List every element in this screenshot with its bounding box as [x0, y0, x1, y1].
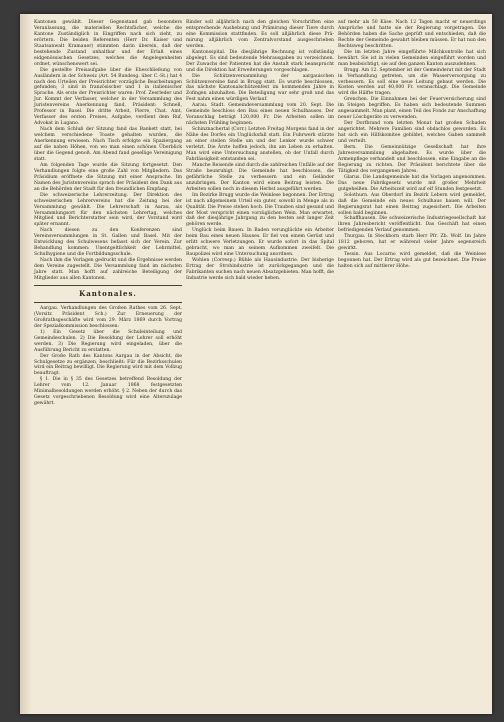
section-heading: Kantonales. [79, 288, 137, 298]
column-right [338, 20, 486, 270]
section-divider [34, 285, 182, 286]
paragraph: Kantonsspital. Die diesjährige Rechnung ist vollständig abgelegt. Es sind bedeutende Mehrausgaben zu verzeichnen. Der Zuwachs der Patienten hat die Anstalt stark beansprucht und die Direktion hat Erweiterungen vorgeschlagen. [186, 49, 334, 73]
paragraph: Kantonen gewählt. Dieser Gegenstand gab besonders Veranlassung, die materiellen Rechtsfächer, welche die Kantone Zuständiglich in Eingriffen nach sich zieht, zu erörtern. Die beiden Referenten (Herr Dr. Kaiser und Staatsanwalt Kramauer) stimmten darin überein, daß der bestehende Zustand unhaltbar und der Erlaß eines eidgenössischen Gesetzes, welches die Angelegenheiten ordnet, wünschenswert sei. [34, 20, 182, 67]
column-middle [186, 20, 334, 282]
paragraph: § 1. Die in § 35 des Gesetzes betreffend Besoldung der Lehrer vom 12. Januar 1868 festgesetzten Minimalbesoldungen werden erhöht. § 2. Neben der durch das Gesetz vorgeschriebenen Besoldung wird eine Alterszulage gewährt. [34, 377, 182, 407]
paragraph: 1) Ein Gesetz über die Schuleinteilung und Gemeindeschulen. 2) Die Besoldung der Lehrer soll erhöht werden. 3) Die Regierung wird eingeladen, über die Ausführung Bericht zu erstatten. [34, 329, 182, 353]
paragraph: Schaffhausen. Die schweizerische Industriegesellschaft hat ihren Jahresbericht veröffentlicht. Das Geschäft hat einen befriedigenden Verlauf genommen. [338, 216, 486, 234]
paragraph: Solothurn. Aus Oberdorf im Bezirk Lebern wird gemeldet, daß die Gemeinde ein neues Schulhaus bauen will. Der Regierungsrat hat einen Beitrag zugesichert. Die Arbeiten sollen bald beginnen. [338, 192, 486, 216]
paragraph: auf mehr als 50 Käse. Nach 12 Tagen macht er neuerdings Ansprüche und hatte sie der Regierung vorgetragen. Die Behörden haben die Sache geprüft und entschieden, daß die Rechte der Gemeinde gewahrt bleiben müssen. Er hat nun den Rechtsweg beschritten. [338, 20, 486, 49]
paragraph: Tessin. Aus Locarno wird gemeldet, daß die Weinlese begonnen hat. Der Ertrag wird als gut bezeichnet. Die Preise halten sich auf mittlerer Höhe. [338, 252, 486, 270]
paragraph: Aargau. Verhandlungen des Großen Rathes vom 26. Sept. (Vorsitz Präsident Sch.) Zur Erneuerung der Großrathsgeschäfte wird vom 29. März 1869 durch Vortrag der Spezialkommission beschlossen: [34, 305, 182, 329]
paragraph: Grenchen. Die Einnahmen bei der Feuerversicherung sind im Steigen begriffen. Es haben sich bedeutende Summen angesammelt. Man plant, einen Teil des Fonds zur Anschaffung neuer Löschgeräte zu verwenden. [338, 97, 486, 121]
paragraph: Die Schützenversammlung der aargauischen Schützenvereine fand in Brugg statt. Es wurde beschlossen, das nächste Kantonalschützenfest im kommenden Jahre in Zofingen abzuhalten. Die Beteiligung war sehr groß und das Fest nahm einen würdigen Verlauf. [186, 73, 334, 103]
paragraph: Wohlen (Corresp.) Bühle als Hausindustrie. Der bisherige Ertrag der Strohindustrie ist zurückgegangen und die Fabrikanten suchen nach neuen Absatzgebieten. Man hofft, die Industrie werde sich bald wieder heben. [186, 258, 334, 281]
paragraph: Am folgenden Tage wurde die Sitzung fortgesetzt. Den Verhandlungen folgte eine große Zahl von Mitgliedern. Das Präsidium eröffnete die Sitzung mit einer Ansprache. Im Namen des Juristenvereins sprach der Präsident den Dank aus an die Behörden der Stadt für den freundlichen Empfang. [34, 162, 182, 192]
paragraph: Nach dem Schluß der Sitzung fand das Bankett statt, bei welchem verschiedene Toaste gehalten wurden, die Anerkennung erwiesen. Nach Tisch erfolgte ein Spaziergang auf die nahen Höhen, von wo man einen schönen Überblick über die Gegend genoß. Am Abend fand gesellige Vereinigung statt. [34, 127, 182, 162]
page-gutter [20, 14, 32, 714]
paragraph: Die gestellte Preisaufgabe über die Eheschließung von Ausländern in der Schweiz (Art. 54 Bundesg. über C.-St.) hat 4 nach den Urteilen der Preisrichter vorzügliche Bearbeitungen gefunden; 3 sind in französischer und 1 in italienischer Sprache. Als erste der Preisrichter waren: Prof. Zeerleder und Jur. Kommt der Verfasser, welcher in der Versammlung des Juristenvereins Anerkennung fand, Präsident: Schnell, Professor in Basel. Die dritte Arbeit, Pierre, Chat. Amt, Verfasser des ersten Preises, Aufgabe, verdient dem Ruf, Advokat in Lugano. [34, 67, 182, 127]
paragraph: Der Große Rath des Kantons Aargau in der Absicht, die Schulgesetze zu ergänzen, beschließt: Für die Bezirksschulen wird ein Beitrag bewilligt. Die Regierung wird mit dem Vollzug beauftragt. [34, 353, 182, 377]
section-divider [34, 302, 182, 303]
paragraph: Der Dorfbrand vom letzten Monat hat großen Schaden angerichtet. Mehrere Familien sind obdachlos geworden. Es hat sich ein Hilfskomitee gebildet, welches Gaben sammelt und verteilt. [338, 121, 486, 145]
paragraph: Die im letzten Jahre eingeführte Milchkontrolle hat sich bewährt. Sie ist in vielen Gemeinden eingeführt worden und man beabsichtigt, sie auf den ganzen Kanton auszudehnen. [338, 49, 486, 67]
paragraph: Unglück beim Bauen. In Baden verunglückte ein Arbeiter beim Bau eines neuen Hauses. Er fiel von einem Gerüst und erlitt schwere Verletzungen. Er wurde sofort in das Spital gebracht, wo man an seinem Aufkommen zweifelt. Die Baupolizei wird eine Untersuchung anordnen. [186, 228, 334, 258]
column-left [34, 20, 182, 407]
paragraph: Manche Reisende sind durch die zahlreichen Unfälle auf der Straße beunruhigt. Die Gemeinde hat beschlossen, die gefährliche Stelle zu verbessern und ein Geländer anzubringen. Der Kanton wird einen Beitrag leisten. Die Arbeiten sollen noch in diesem Herbst ausgeführt werden. [186, 162, 334, 192]
paragraph: Nach diesen zu den Konferenzen sind Vereinsversammlungen in St. Gallen und Basel. Mit der Entwicklung des Schulwesens befasst sich der Verein. Zur Behandlung kommen: Unentgeltlichkeit der Lehrmittel, Schulhygiene und die Fortbildungsschule. [34, 228, 182, 258]
paragraph: Brugg. Am 12. September ist der Gemeinderat mit der Stadt in Verhandlung getreten, um die Wasserversorgung zu verbessern. Es soll eine neue Leitung gebaut werden. Die Kosten werden auf 40,000 Fr. veranschlagt. Die Gemeinde wird die Hälfte tragen. [338, 67, 486, 97]
paragraph: Aarau. Stadt. Gemeindeversammlung vom 20. Sept. Die Gemeinde beschloss den Bau eines neuen Schulhauses. Der Voranschlag beträgt 120,000 Fr. Die Arbeiten sollen im nächsten Frühling beginnen. [186, 103, 334, 127]
paragraph: Glarus. Die Landsgemeinde hat die Vorlagen angenommen. Das neue Fabrikgesetz wurde mit großer Mehrheit gutgeheißen. Die Arbeitszeit wird auf elf Stunden festgesetzt. [338, 174, 486, 192]
paragraph: Schinznachertal (Corr.) Letzten Freitag Morgens fand in der Nähe des Dorfes ein Unglücksfall statt. Ein Fuhrwerk stürzte an einer steilen Stelle um und der Lenker wurde schwer verletzt. Die Ärzte hoffen jedoch, ihn am Leben zu erhalten. Man wird eine Untersuchung anstellen, ob der Unfall durch Fahrlässigkeit entstanden sei. [186, 127, 334, 162]
paragraph: Bern. Die Gemeinnützige Gesellschaft hat ihre Jahresversammlung abgehalten. Es wurde über die Armenpflege verhandelt und beschlossen, eine Eingabe an die Regierung zu richten. Der Präsident berichtete über die Tätigkeit des vergangenen Jahres. [338, 145, 486, 174]
paragraph: Die schweizerische Lehrerzeitung. Der Direktion des schweizerischen Lehrervereins hat die Zeitung bei der Versammlung gewählt. Die Lehrerschaft in Aarau, als Versammlungsort für den nächsten Lehrertag, welches Mitglied und Berichterstatter sein wird, der Vorstand wird später ernannt. [34, 192, 182, 228]
paragraph: Rinder soll alljährlich nach den gleichen Vorschriften eine entsprechende Aushebung und Prämirung dieser Tiere durch eine Kommission stattfinden. Es soll alljährlich diese Prämirung alljährlich vom Zentralvorstand ausgeschrieben werden. [186, 20, 334, 49]
paragraph: Nach ihm die Vorlagen gedruckt und die Ergebnisse werden dem Vereine zugestellt. Die Versammlung fand im nächsten Jahre statt. Man hofft auf zahlreiche Beteiligung der Mitglieder aus allen Kantonen. [34, 258, 182, 281]
paragraph: Thurgau. In Steckborn starb Herr Pfr. Zb. Wolf. Im Jahre 1812 geboren, hat er während vieler Jahre segensreich gewirkt. [338, 234, 486, 252]
paragraph: Im Bezirke Brugg wurde die Weinlese begonnen. Der Ertrag ist nach allgemeinem Urteil ein guter, sowohl in Menge als in Qualität. Die Preise stehen hoch. Die Trauben sind gesund und der Most verspricht einen vorzüglichen Wein. Man erwartet, daß der diesjährige Jahrgang zu den besten seit langer Zeit gehören werde. [186, 192, 334, 228]
newspaper-page [20, 14, 492, 714]
